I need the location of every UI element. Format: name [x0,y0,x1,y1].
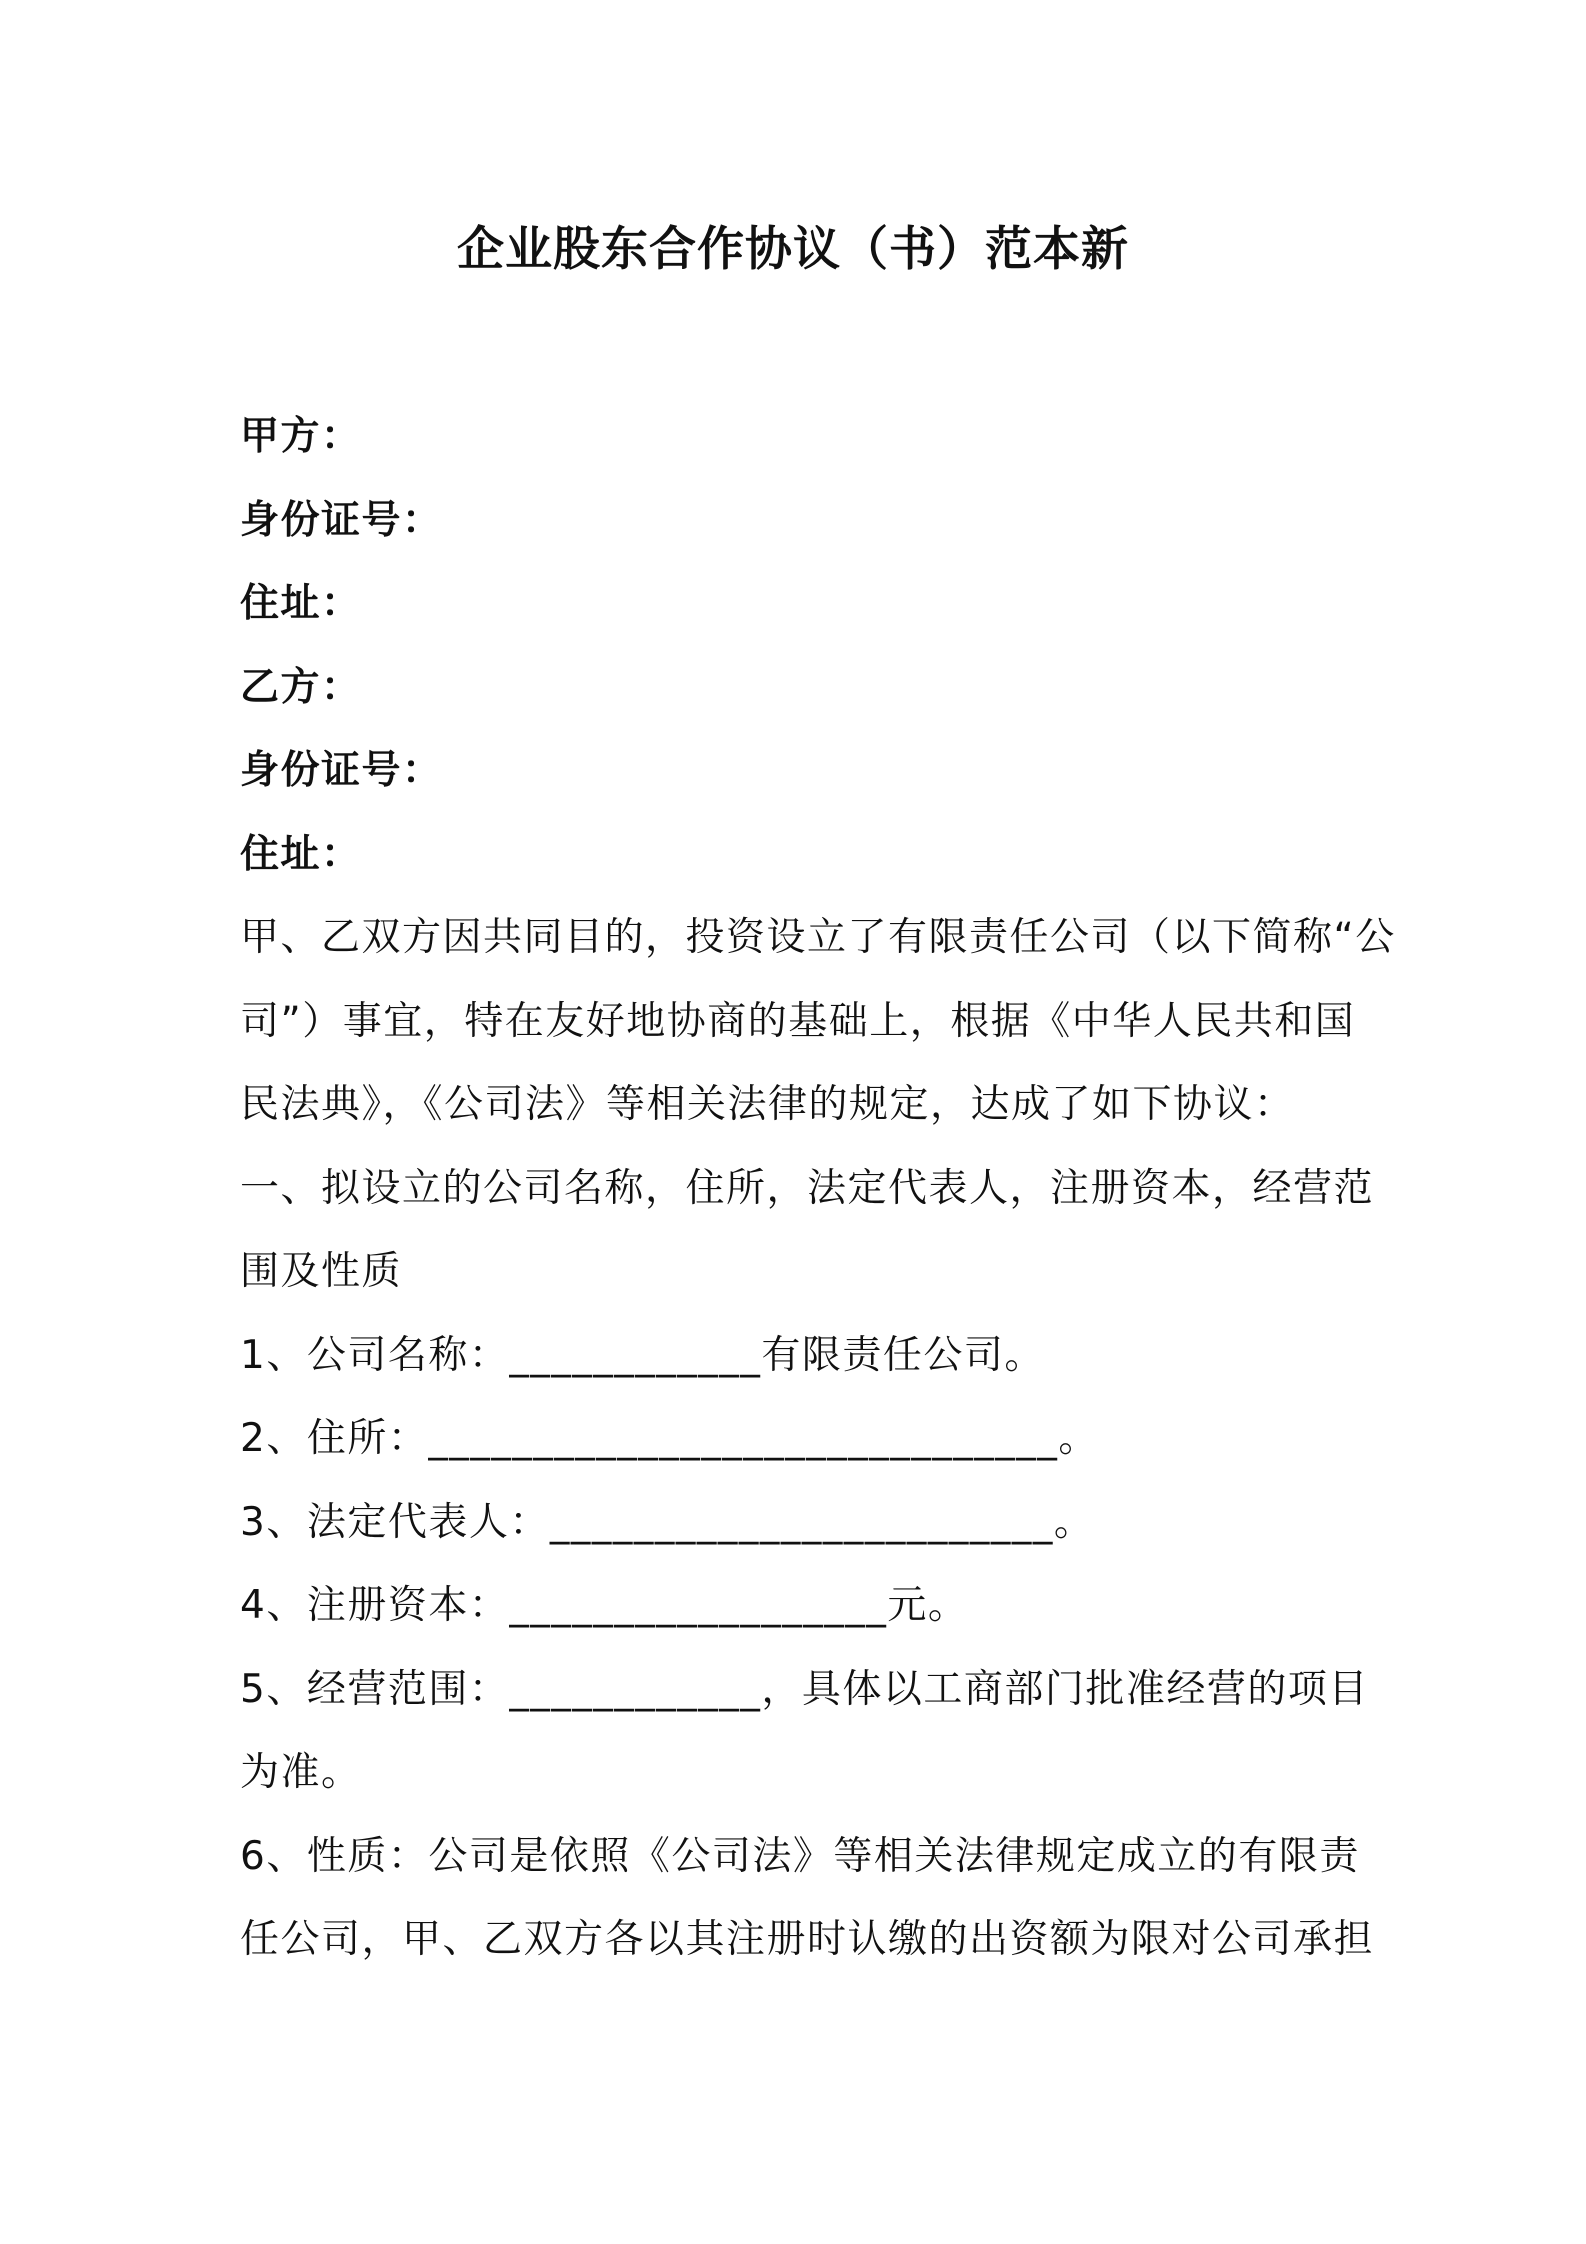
section-heading-line: 围及性质 [240,1249,403,1294]
section-heading-line: 一、拟设立的公司名称，住所，法定代表人，注册资本，经营范 [240,1165,1375,1211]
party-a-address-label: 住址： [240,581,362,626]
document-body [240,395,1396,1982]
clause-company-name: 1、公司名称：____________有限责任公司。 [240,1332,1045,1378]
clause-legal-representative: 3、法定代表人：________________________。 [240,1499,1095,1545]
preamble-line: 民法典》，《公司法》等相关法律的规定，达成了如下协议： [240,1082,1295,1127]
clause-nature-line: 6、性质：公司是依照《公司法》等相关法律规定成立的有限责 [240,1833,1360,1879]
party-b-address-label: 住址： [240,831,362,877]
clause-business-scope-line: 5、经营范围：____________，具体以工商部门批准经营的项目 [240,1666,1369,1712]
clause-address: 2、住所：______________________________。 [240,1416,1099,1461]
clause-nature-line: 任公司，甲、乙双方各以其注册时认缴的出资额为限对公司承担 [240,1917,1375,1962]
preamble-line: 司”）事宜，特在友好地协商的基础上，根据《中华人民共和国 [240,998,1356,1044]
party-a-label: 甲方： [240,414,362,459]
party-b-label: 乙方： [240,664,362,710]
clause-business-scope-line: 为准。 [240,1750,362,1795]
document-title: 企业股东合作协议（书）范本新 [457,222,1129,277]
party-a-id-label: 身份证号： [240,497,443,543]
clause-registered-capital: 4、注册资本：__________________元。 [240,1583,969,1628]
party-b-id-label: 身份证号： [240,748,443,793]
preamble-line: 甲、乙双方因共同目的，投资设立了有限责任公司（以下简称“公 [240,915,1396,960]
